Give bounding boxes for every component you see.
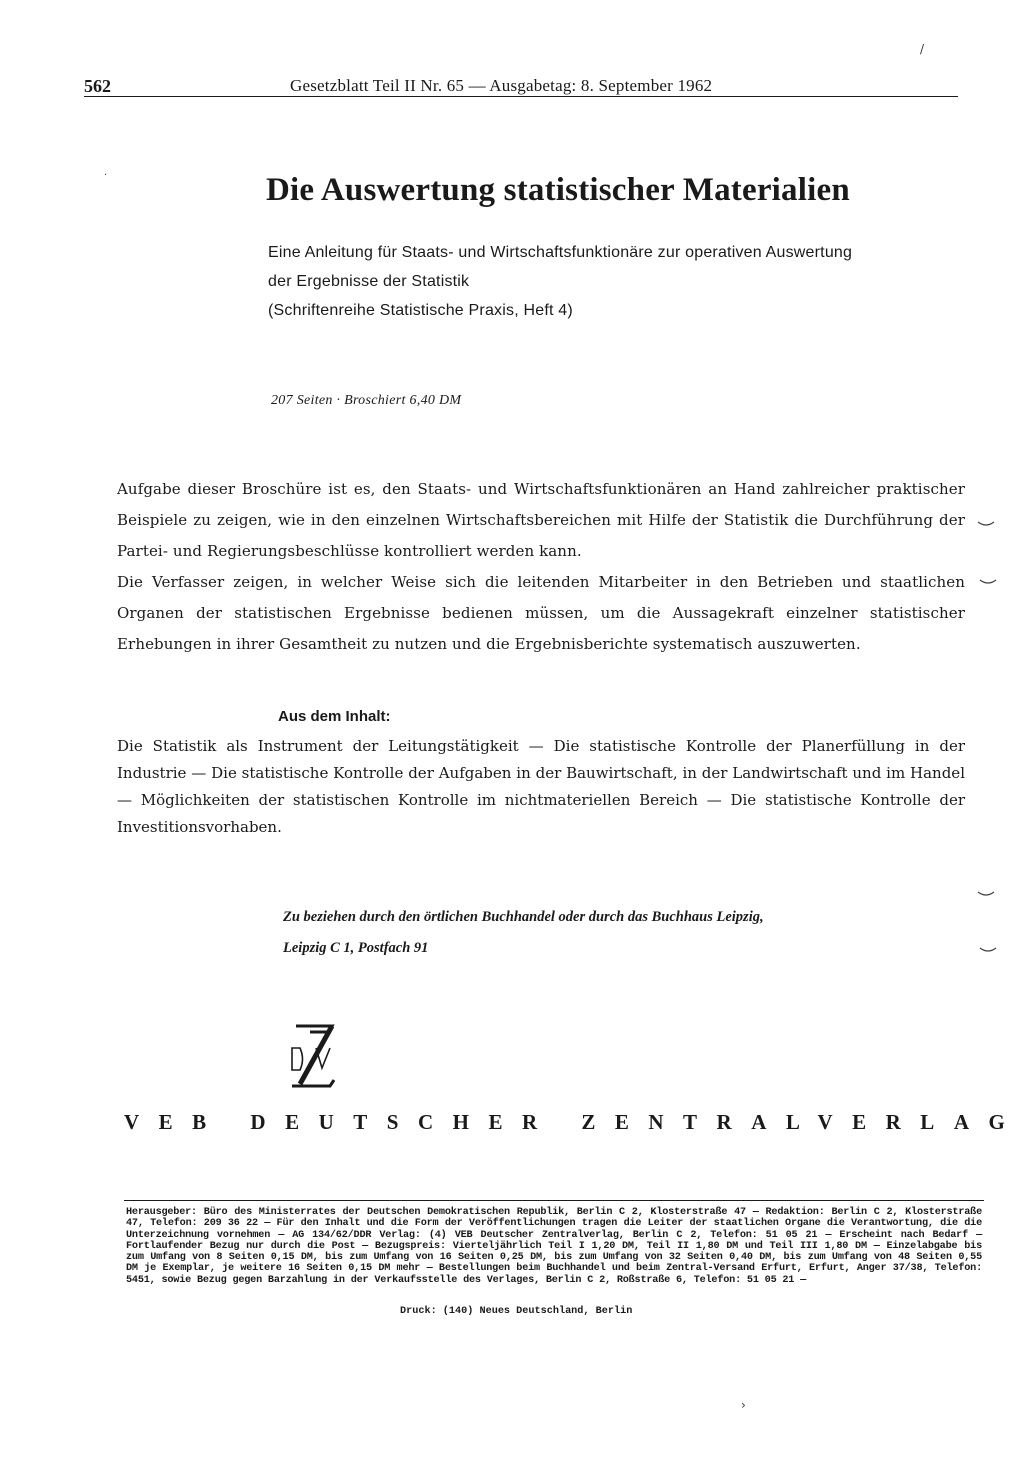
header-title: Gesetzblatt Teil II Nr. 65 — Ausgabetag: 8. September 1962 [290,76,713,95]
book-title: Die Auswertung statistischer Materialien [266,172,850,208]
header-rule [84,96,958,97]
description-paragraph-2: Die Verfasser zeigen, in welcher Weise sich die leitenden Mitarbeiter in den Betrieben und staatlichen Organen der statistischen Ergebnisse bedienen müssen, um die Aussagekraft einzelner statistischer Erhebungen in ihrer Gesamtheit zu nutzen und die Ergebnisberichte systematisch auszuwerten. [117,573,965,653]
order-note [283,902,893,964]
publisher-name: VEB DEUTSCHER ZENTRALVERLAG [124,1110,1024,1134]
series-note: (Schriftenreihe Statistische Praxis, Heft 4) [268,302,573,319]
contents-text: Die Statistik als Instrument der Leitungstätigkeit — Die statistische Kontrolle der Planerfüllung in der Industrie — Die statistische Kontrolle der Aufgaben in der Bauwirtschaft, in der Landwirtschaft und im Handel — Möglichkeiten der statistischen Kontrolle im nichtmateriellen Bereich — Die statistische Kontrolle der Investitionsvorhaben. [117,737,965,836]
subtitle-line: Eine Anleitung für Staats- und Wirtschaftsfunktionäre zur operativen Auswertung [268,244,853,261]
margin-marks [976,520,1000,960]
scan-mark: · [104,170,108,181]
publisher-logo [286,1022,338,1094]
page-header [84,76,958,98]
pages-price: 207 Seiten · Broschiert 6,40 DM [271,393,462,408]
subtitle-line: der Ergebnisse der Statistik [268,273,470,290]
description-paragraph-1: Aufgabe dieser Broschüre ist es, den Staats- und Wirtschaftsfunktionären an Hand zahlreicher praktischer Beispiele zu zeigen, wie in den einzelnen Wirtschaftsbereichen mit Hilfe der Statistik die Durchführung der Partei- und Regierungsbeschlüsse kontrolliert werden kann. [117,480,965,560]
page-number: 562 [84,76,111,96]
imprint-text: Herausgeber: Büro des Ministerrates der Deutschen Demokratischen Republik, Berlin C 2, Klosterstraße 47 — Redaktion: Berlin C 2, Klosterstraße 47, Telefon: 209 36 22 — Für den Inhalt und die Form der Veröffentlichungen tragen die Leiter der staatlichen Organe die Verantwortung, die die Unterzeichnung vornehmen — AG 134/62/DDR Verlag: (4) VEB Deutscher Zentralverlag, Berlin C 2, Telefon: 51 05 21 — Erscheint nach Bedarf — Fortlaufender Bezug nur durch die Post — Bezugspreis: Vierteljährlich Teil I 1,20 DM, Teil II 1,80 DM und Teil III 1,80 DM — Einzelabgabe bis zum Umfang von 8 Seiten 0,15 DM, bis zum Umfang von 16 Seiten 0,25 DM, bis zum Umfang von 32 Seiten 0,40 DM, bis zum Umfang von 48 Seiten 0,55 DM je Exemplar, je weitere 16 Seiten 0,15 DM mehr — Bestellungen beim Buchhandel und beim Zentral-Versand Erfurt, Erfurt, Anger 37/38, Telefon: 5451, sowie Bezug gegen Barzahlung in der Verkaufsstelle des Verlages, Berlin C 2, Roßstraße 6, Telefon: 51 05 21 — [126,1207,982,1286]
scan-mark: › [741,1398,746,1412]
order-note-line-2: Leipzig C 1, Postfach 91 [283,940,429,956]
book-subtitle [268,238,958,325]
print-note: Druck: (140) Neues Deutschland, Berlin [400,1306,633,1317]
order-note-line-1: Zu beziehen durch den örtlichen Buchhandel oder durch das Buchhaus Leipzig, [283,909,764,925]
scan-mark: / [920,42,925,56]
contents-heading: Aus dem Inhalt: [278,708,391,725]
footer-rule [124,1200,984,1201]
